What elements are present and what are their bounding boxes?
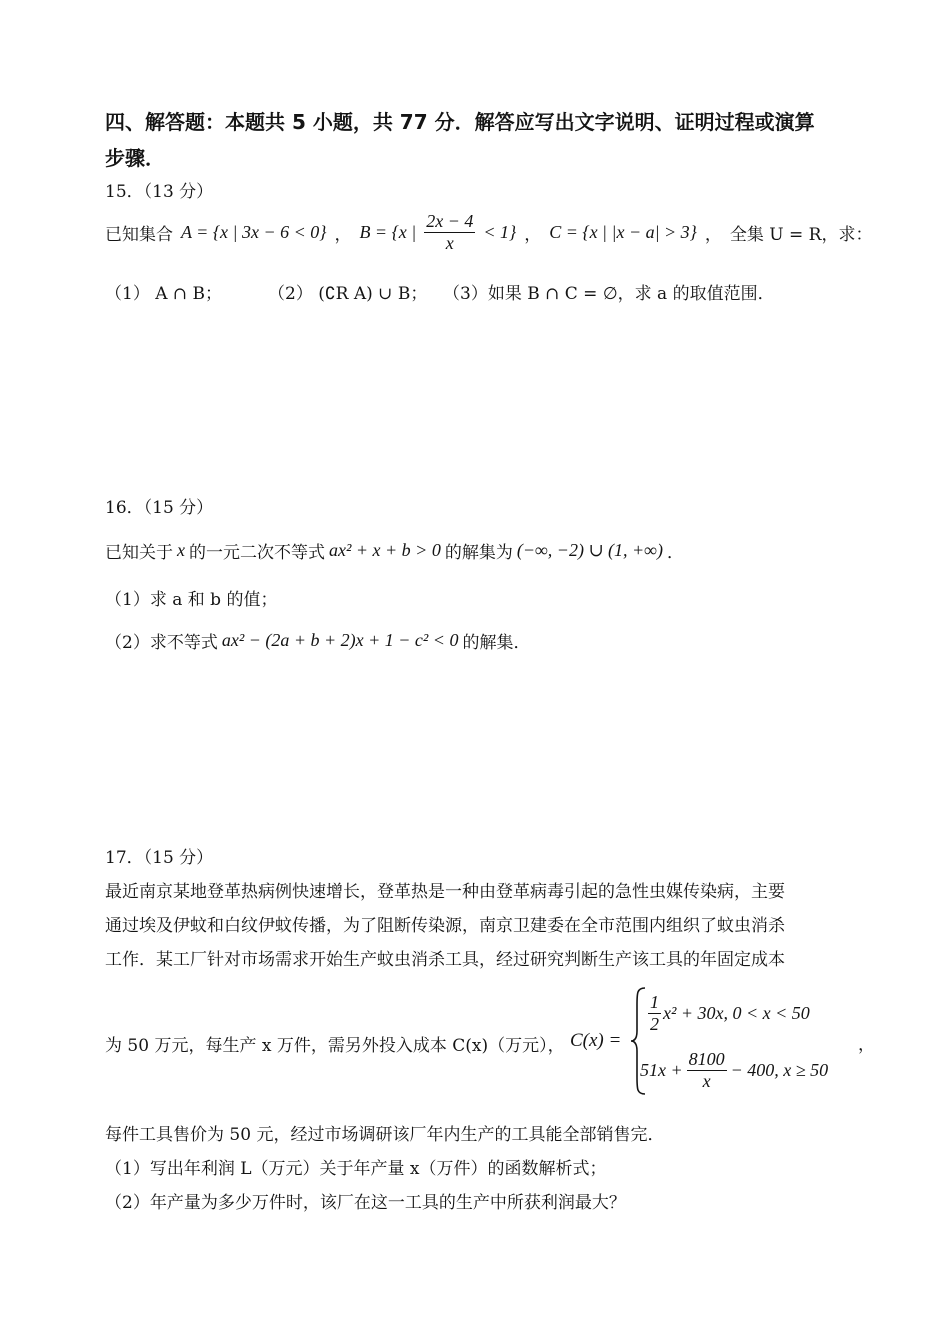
q16-part1: （1）求 a 和 b 的值； [105, 590, 278, 610]
q17-func-lhs: C(x) = [570, 1030, 622, 1051]
q16-part2-a: （2）求不等式 [105, 633, 218, 653]
q16-prompt-end: ． [667, 543, 684, 563]
q15-part3: （3）如果 B ∩ C = ∅，求 a 的取值范围． [443, 284, 775, 304]
q17-case2-pre: 51x + [640, 1059, 683, 1080]
section-title-line2: 步骤． [105, 146, 165, 170]
q17-para3: 工作．某工厂针对市场需求开始生产蚊虫消杀工具，经过研究判断生产该工具的年固定成本 [105, 950, 785, 970]
q15-set-b-fraction [424, 211, 475, 254]
q17-para4: 每件工具售价为 50 元，经过市场调研该厂年内生产的工具能全部销售完． [105, 1125, 665, 1145]
q16-inequality: ax² + x + b > 0 [329, 540, 441, 560]
q15-set-b-den: x [445, 232, 454, 253]
q17-part1: （1）写出年利润 L（万元）关于年产量 x（万件）的函数解析式； [105, 1159, 607, 1179]
section-title-line1: 四、解答题：本题共 5 小题，共 77 分．解答应写出文字说明、证明过程或演算 [105, 110, 815, 134]
q15-part1: （1） A ∩ B； [105, 284, 223, 304]
q15-prompt: 已知集合 A = {x | 3x − 6 < 0} ， B = {x | $\frac{2x - 4}{x}$ < 1} ， C = {x | |x − a| > 3} ， 全集 U = R，求： [105, 210, 873, 253]
q17-case1-num: 1 [650, 991, 659, 1012]
q16-prompt-c: 的解集为 [444, 543, 513, 563]
q17-para2: 通过埃及伊蚊和白纹伊蚊传播，为了阻断传染源，南京卫建委在全市范围内组织了蚊虫消杀 [105, 916, 785, 936]
q15-header: 15．（13 分） [105, 182, 214, 202]
q15-set-c: C = {x | |x − a| > 3} [549, 221, 697, 242]
q17-para1: 最近南京某地登革热病例快速增长，登革热是一种由登革病毒引起的急性虫媒传染病，主要 [105, 882, 785, 902]
q17-case1-rest: x² + 30x, 0 < x < 50 [663, 1002, 810, 1023]
q17-case1-fraction [648, 992, 661, 1035]
q17-case2-fraction [687, 1049, 727, 1092]
q16-part2-b: 的解集． [462, 633, 531, 653]
q16-header: 16．（15 分） [105, 498, 214, 518]
q17-part2: （2）年产量为多少万件时，该厂在这一工具的生产中所获利润最大？ [105, 1193, 626, 1213]
q17-case2-rest: − 400, x ≥ 50 [730, 1059, 829, 1080]
q16-part2 [105, 628, 530, 653]
q17-comma: ， [858, 1035, 875, 1055]
q17-case2-den: x [702, 1070, 711, 1091]
q16-part2-inequality: ax² − (2a + b + 2)x + 1 − c² < 0 [221, 630, 459, 650]
q16-solution-set: (−∞, −2) ∪ (1, +∞) [516, 540, 663, 560]
q16-prompt [105, 538, 684, 563]
q17-case2-num: 8100 [688, 1048, 725, 1069]
q15-set-b-right: < 1} [483, 221, 517, 242]
q15-set-a: A = {x | 3x − 6 < 0} [181, 221, 327, 242]
q15-set-b-num: 2x − 4 [426, 210, 474, 231]
q15-part2: （2） (∁R A) ∪ B； [268, 284, 428, 304]
q17-case2 [640, 1046, 828, 1094]
q17-cost-text: 为 50 万元，每生产 x 万件，需另外投入成本 C(x)（万元）， [105, 1036, 565, 1056]
q17-header: 17．（15 分） [105, 848, 214, 868]
q16-var-x: x [177, 540, 185, 560]
q15-universe: 全集 U = R，求： [729, 224, 873, 245]
q15-set-b-left: B = {x | [359, 221, 417, 242]
q15-prompt-prefix: 已知集合 [105, 224, 173, 245]
q16-prompt-b: 的一元二次不等式 [189, 543, 325, 563]
q17-case1 [648, 990, 810, 1036]
q16-prompt-a: 已知关于 [105, 543, 173, 563]
q17-case1-den: 2 [650, 1013, 659, 1034]
